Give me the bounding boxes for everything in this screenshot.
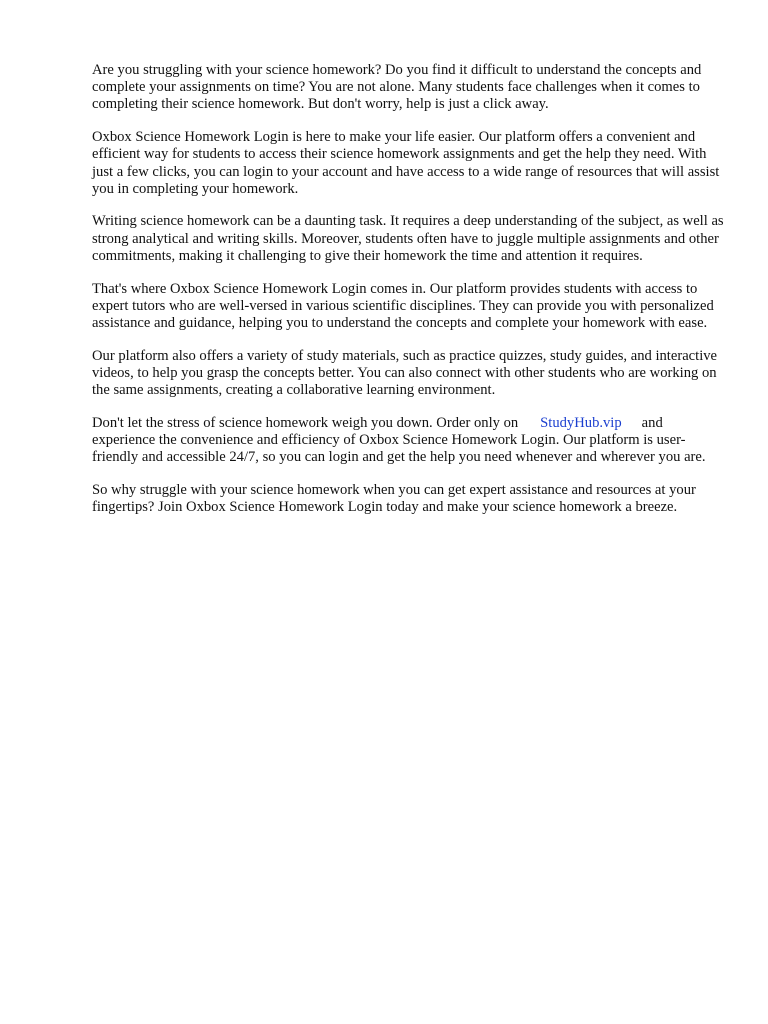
paragraph-platform: Oxbox Science Homework Login is here to make your life easier. Our platform offers a convenient and efficient way for students to access their science homework assignments and get the help they need. With just a few clicks, you can login to your account and have access to a wide range of resources that will assist you in completing your homework.	[92, 129, 720, 197]
cta-text-before: Don't let the stress of science homework weigh you down. Order only on	[92, 414, 519, 431]
cta-text-after: and experience the convenience and efficiency of Oxbox Science Homework Login. Our platform is user-friendly and accessible 24/7, so you can login and get the help you need whenever and wherever you are.	[92, 414, 706, 466]
paragraph-closing: So why struggle with your science homework when you can get expert assistance and resources at your fingertips? Join Oxbox Science Homework Login today and make your science homework a breeze.	[92, 481, 696, 516]
paragraph-writing: Writing science homework can be a daunting task. It requires a deep understanding of the subject, as well as strong analytical and writing skills. Moreover, students often have to juggle multiple assignments and other commitments, making it challenging to give their homework the time and attention it requires.	[92, 213, 724, 264]
paragraph-cta	[92, 415, 728, 467]
paragraph-intro: Are you struggling with your science homework? Do you find it difficult to understand the concepts and complete your assignments on time? You are not alone. Many students face challenges when it comes to completing their science homework. But don't worry, help is just a click away.	[92, 62, 702, 113]
paragraph-tutors: That's where Oxbox Science Homework Login comes in. Our platform provides students with access to expert tutors who are well-versed in various scientific disciplines. They can provide you with personalized assistance and guidance, helping you to understand the concepts and complete your homework with ease.	[92, 280, 714, 331]
paragraph-materials: Our platform also offers a variety of study materials, such as practice quizzes, study guides, and interactive videos, to help you grasp the concepts better. You can also connect with other students who are working on the same assignments, creating a collaborative learning environment.	[92, 347, 718, 399]
studyhub-link[interactable]: StudyHub.vip	[540, 414, 622, 431]
document-body	[92, 62, 728, 532]
